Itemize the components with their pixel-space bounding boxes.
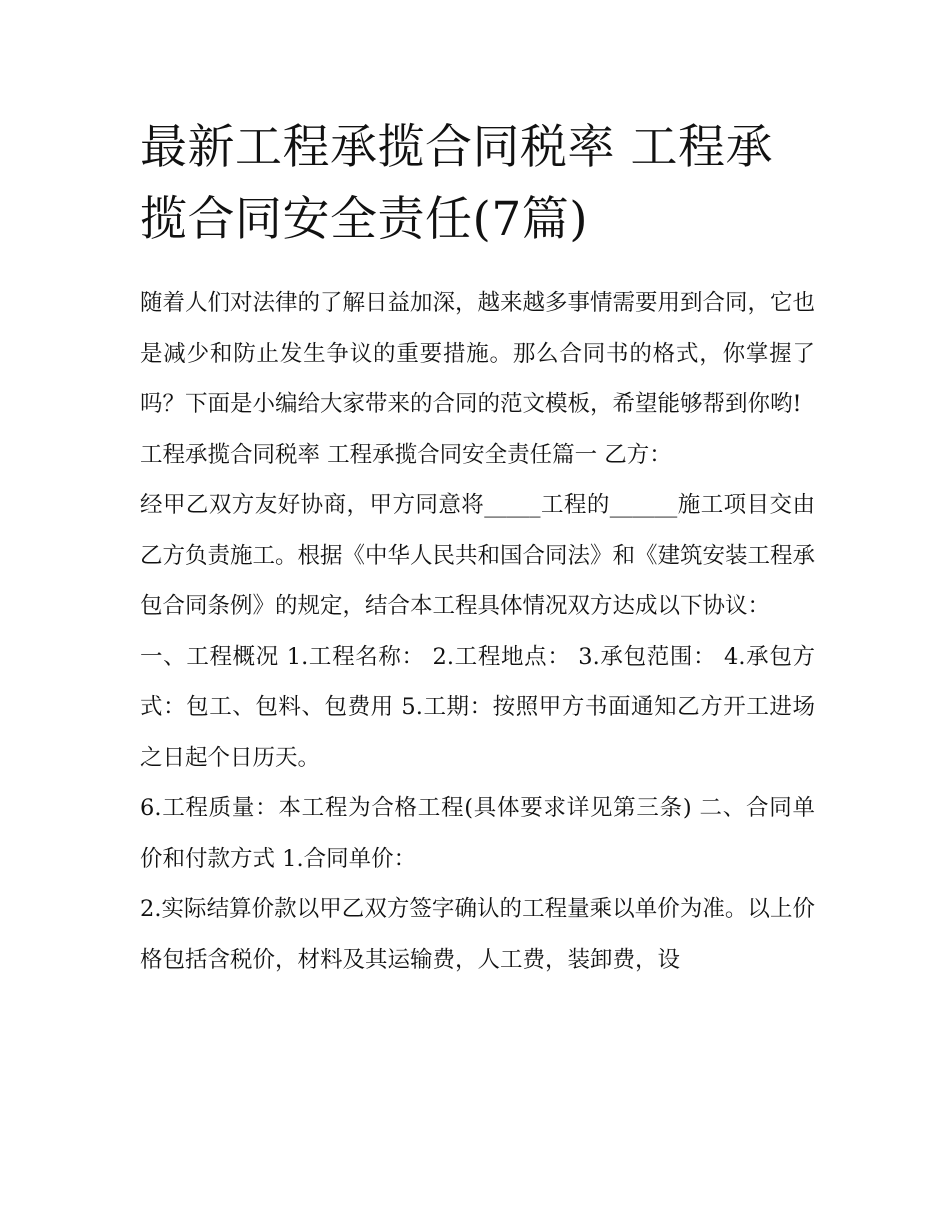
document-page <box>140 112 815 985</box>
paragraph-section-heading: 工程承揽合同税率 工程承揽合同安全责任篇一 乙方： <box>140 441 672 468</box>
document-title: 最新工程承揽合同税率 工程承揽合同安全责任(7篇) <box>140 120 773 247</box>
paragraph-project-overview: 一、工程概况 1.工程名称： 2.工程地点： 3.承包范围： 4.承包方式：包工、包料、包费用 5.工期：按照甲方书面通知乙方开工进场之日起个日历天。 <box>140 643 815 771</box>
paragraph-intro: 随着人们对法律的了解日益加深，越来越多事情需要用到合同，它也是减少和防止发生争议的重要措施。那么合同书的格式，你掌握了吗？下面是小编给大家带来的合同的范文模板，希望能够帮到你哟! <box>140 290 816 417</box>
paragraph-agreement: 经甲乙双方友好协商，甲方同意将_____工程的______施工项目交由乙方负责施工。根据《中华人民共和国合同法》和《建筑安装工程承包合同条例》的规定，结合本工程具体情况双方达成以下协议： <box>140 492 816 619</box>
paragraph-settlement: 2.实际结算价款以甲乙双方签字确认的工程量乘以单价为准。以上价格包括含税价，材料及其运输费，人工费，装卸费，设 <box>140 896 815 973</box>
paragraph-quality: 6.工程质量：本工程为合格工程(具体要求详见第三条) 二、合同单价和付款方式 1.合同单价： <box>140 795 815 872</box>
document-body <box>140 278 815 985</box>
